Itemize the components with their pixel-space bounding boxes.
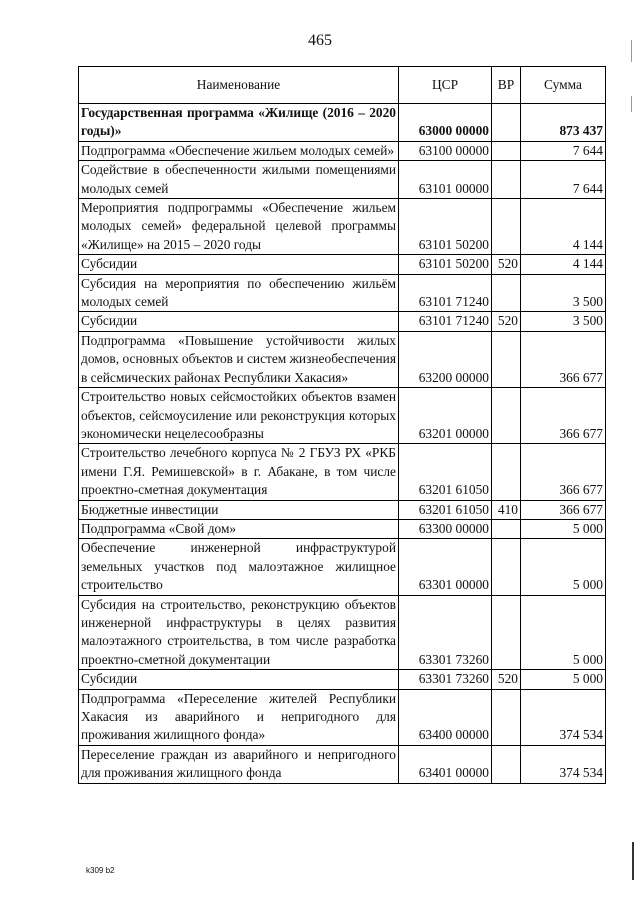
cell-vr bbox=[492, 388, 521, 444]
cell-name: Строительство лечебного корпуса № 2 ГБУЗ РХ «РКБ имени Г.Я. Ремишевской» в г. Абакане, в том числе проектно-сметная документация bbox=[79, 444, 399, 500]
cell-sum: 7 644 bbox=[521, 141, 606, 160]
cell-vr: 520 bbox=[492, 670, 521, 689]
cell-vr bbox=[492, 141, 521, 160]
header-sum: Сумма bbox=[521, 67, 606, 104]
margin-mark bbox=[631, 40, 632, 62]
table-row bbox=[79, 331, 606, 387]
table-row bbox=[79, 104, 606, 142]
cell-name: Подпрограмма «Обеспечение жильем молодых семей» bbox=[79, 141, 399, 160]
cell-sum: 374 534 bbox=[521, 745, 606, 783]
cell-vr bbox=[492, 745, 521, 783]
table-row bbox=[79, 199, 606, 255]
cell-name: Субсидия на мероприятия по обеспечению жильём молодых семей bbox=[79, 274, 399, 312]
cell-name: Субсидии bbox=[79, 312, 399, 331]
table-row bbox=[79, 670, 606, 689]
table-row bbox=[79, 141, 606, 160]
cell-csr: 63100 00000 bbox=[399, 141, 492, 160]
table-row bbox=[79, 388, 606, 444]
budget-table bbox=[78, 66, 606, 784]
table-row bbox=[79, 539, 606, 595]
cell-vr bbox=[492, 199, 521, 255]
header-csr: ЦСР bbox=[399, 67, 492, 104]
cell-name: Переселение граждан из аварийного и непригодного для проживания жилищного фонда bbox=[79, 745, 399, 783]
cell-vr: 520 bbox=[492, 255, 521, 274]
table-row bbox=[79, 312, 606, 331]
cell-vr bbox=[492, 539, 521, 595]
cell-csr: 63101 71240 bbox=[399, 312, 492, 331]
cell-vr bbox=[492, 104, 521, 142]
cell-csr: 63101 50200 bbox=[399, 255, 492, 274]
cell-vr bbox=[492, 444, 521, 500]
cell-sum: 5 000 bbox=[521, 595, 606, 670]
cell-csr: 63101 50200 bbox=[399, 199, 492, 255]
cell-sum: 5 000 bbox=[521, 670, 606, 689]
cell-sum: 3 500 bbox=[521, 274, 606, 312]
cell-name: Подпрограмма «Свой дом» bbox=[79, 519, 399, 538]
footer-code: k309 b2 bbox=[86, 866, 115, 875]
cell-name: Мероприятия подпрограммы «Обеспечение жильем молодых семей» федеральной целевой программы «Жилище» на 2015 – 2020 годы bbox=[79, 199, 399, 255]
header-vr: ВР bbox=[492, 67, 521, 104]
cell-csr: 63301 00000 bbox=[399, 539, 492, 595]
cell-name: Подпрограмма «Переселение жителей Республики Хакасия из аварийного и непригодного для проживания жилищного фонда» bbox=[79, 689, 399, 745]
cell-sum: 4 144 bbox=[521, 199, 606, 255]
cell-csr: 63201 61050 bbox=[399, 500, 492, 519]
cell-csr: 63400 00000 bbox=[399, 689, 492, 745]
cell-sum: 7 644 bbox=[521, 161, 606, 199]
table-row bbox=[79, 500, 606, 519]
cell-vr bbox=[492, 274, 521, 312]
table-row bbox=[79, 745, 606, 783]
table-row bbox=[79, 255, 606, 274]
table-row bbox=[79, 444, 606, 500]
cell-sum: 3 500 bbox=[521, 312, 606, 331]
cell-name: Подпрограмма «Повышение устойчивости жилых домов, основных объектов и систем жизнеобеспечения в сейсмических районах Республики Хакасия» bbox=[79, 331, 399, 387]
table-row bbox=[79, 595, 606, 670]
cell-vr bbox=[492, 161, 521, 199]
cell-sum: 374 534 bbox=[521, 689, 606, 745]
margin-mark bbox=[631, 96, 632, 112]
cell-name: Строительство новых сейсмостойких объектов взамен объектов, сейсмоусиление или реконструкция которых экономически нецелесообразны bbox=[79, 388, 399, 444]
cell-csr: 63101 71240 bbox=[399, 274, 492, 312]
cell-sum: 873 437 bbox=[521, 104, 606, 142]
cell-sum: 5 000 bbox=[521, 539, 606, 595]
cell-csr: 63201 61050 bbox=[399, 444, 492, 500]
cell-vr: 410 bbox=[492, 500, 521, 519]
page-number: 465 bbox=[308, 32, 332, 49]
cell-csr: 63300 00000 bbox=[399, 519, 492, 538]
cell-csr: 63301 73260 bbox=[399, 595, 492, 670]
cell-vr: 520 bbox=[492, 312, 521, 331]
cell-vr bbox=[492, 595, 521, 670]
cell-name: Субсидии bbox=[79, 255, 399, 274]
cell-csr: 63101 00000 bbox=[399, 161, 492, 199]
cell-name: Обеспечение инженерной инфраструктурой земельных участков под малоэтажное жилищное строительство bbox=[79, 539, 399, 595]
cell-sum: 366 677 bbox=[521, 388, 606, 444]
cell-sum: 5 000 bbox=[521, 519, 606, 538]
cell-name: Субсидии bbox=[79, 670, 399, 689]
cell-name: Содействие в обеспеченности жилыми помещениями молодых семей bbox=[79, 161, 399, 199]
cell-csr: 63200 00000 bbox=[399, 331, 492, 387]
table-row bbox=[79, 274, 606, 312]
cell-sum: 366 677 bbox=[521, 331, 606, 387]
cell-name: Субсидия на строительство, реконструкцию объектов инженерной инфраструктуры в целях развития малоэтажного строительства, в том числе разработка проектно-сметной документации bbox=[79, 595, 399, 670]
cell-sum: 366 677 bbox=[521, 444, 606, 500]
cell-csr: 63301 73260 bbox=[399, 670, 492, 689]
cell-sum: 366 677 bbox=[521, 500, 606, 519]
header-name: Наименование bbox=[79, 67, 399, 104]
cell-sum: 4 144 bbox=[521, 255, 606, 274]
cell-vr bbox=[492, 689, 521, 745]
table-row bbox=[79, 519, 606, 538]
cell-csr: 63201 00000 bbox=[399, 388, 492, 444]
cell-vr bbox=[492, 331, 521, 387]
table-header-row bbox=[79, 67, 606, 104]
cell-csr: 63000 00000 bbox=[399, 104, 492, 142]
table-row bbox=[79, 161, 606, 199]
cell-csr: 63401 00000 bbox=[399, 745, 492, 783]
cell-name: Государственная программа «Жилище (2016 – 2020 годы)» bbox=[79, 104, 399, 142]
cell-name: Бюджетные инвестиции bbox=[79, 500, 399, 519]
cell-vr bbox=[492, 519, 521, 538]
table-body bbox=[79, 104, 606, 784]
margin-mark bbox=[632, 842, 634, 880]
table-row bbox=[79, 689, 606, 745]
